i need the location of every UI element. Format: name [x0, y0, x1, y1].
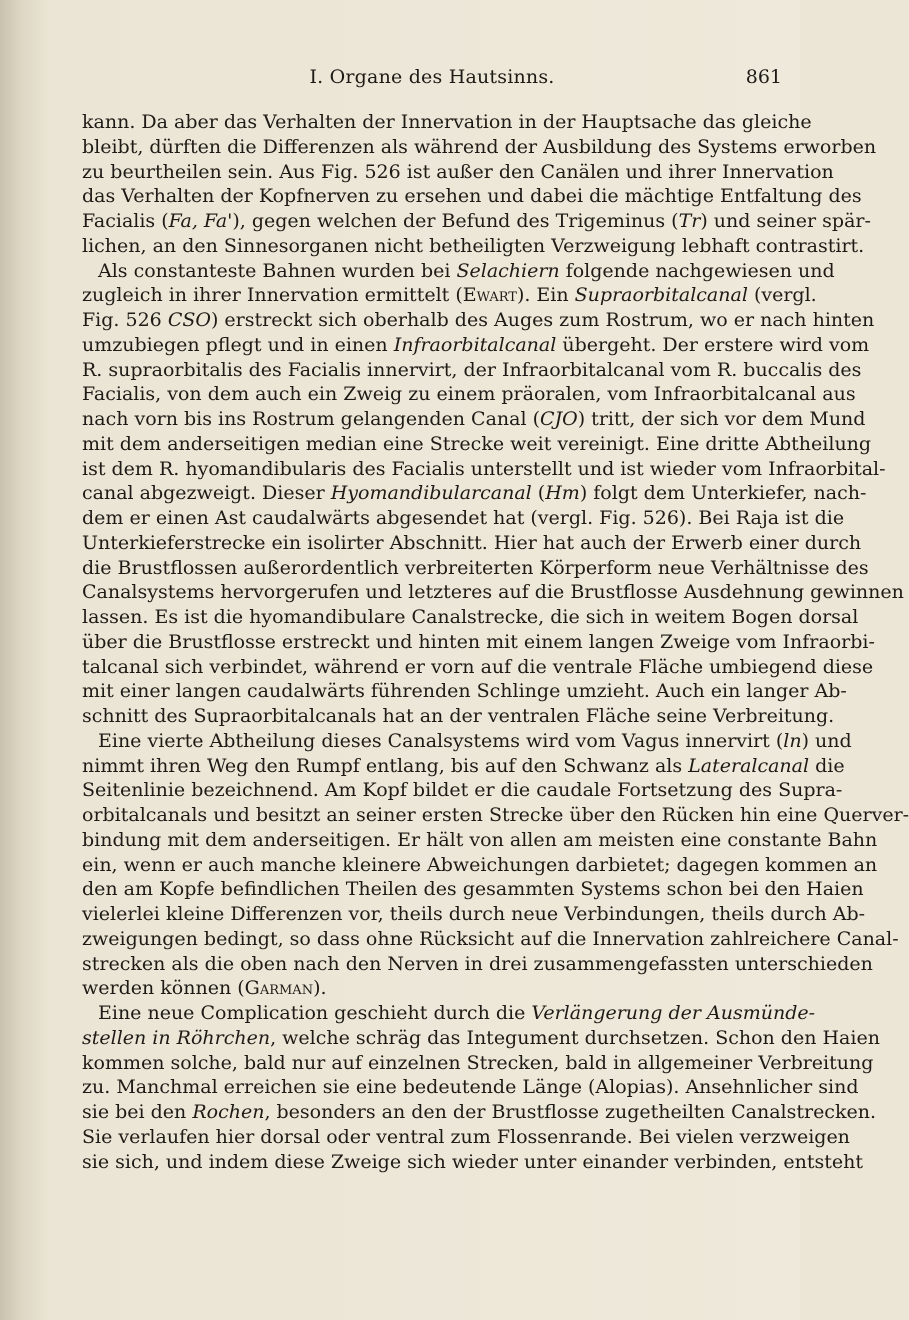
- author-name: Garman: [244, 977, 314, 1000]
- text-line: [82, 556, 869, 581]
- text-segment: bleibt, dürften die Differenzen als während der Ausbildung des Systems erworben: [82, 135, 877, 158]
- text-segment: ein, wenn er auch manche kleinere Abweichungen darbietet; dagegen kommen an: [82, 853, 878, 876]
- text-line: [82, 1100, 876, 1125]
- text-segment: ist dem R. hyomandibularis des Facialis unterstellt und ist wieder vom Infraorbital-: [82, 457, 886, 480]
- text-segment: sie sich, und indem diese Zweige sich wieder unter einander verbinden, entsteht: [82, 1150, 863, 1173]
- text-segment: ), gegen welchen der Befund des Trigeminus (: [232, 210, 679, 232]
- text-line: [82, 259, 835, 284]
- text-segment: Seitenlinie bezeichnend. Am Kopf bildet er die caudale Fortsetzung des Supra-: [82, 779, 843, 802]
- text-segment: ) erstreckt sich oberhalb des Auges zum Rostrum, wo er nach hinten: [210, 309, 875, 331]
- text-line: [82, 333, 870, 358]
- text-segment: , besonders an den der Brustflosse zugetheilten Canalstrecken.: [264, 1101, 876, 1123]
- page-number: 861: [745, 66, 782, 88]
- text-line: [82, 952, 873, 977]
- text-segment: die: [809, 754, 845, 777]
- text-line: [82, 902, 866, 927]
- text-segment: bindung mit dem anderseitigen. Er hält von allen am meisten eine constante Bahn: [82, 828, 878, 851]
- text-line: [82, 308, 875, 333]
- text-segment: die Brustflossen außerordentlich verbreiterten Körperform neue Verhältnisse des: [82, 556, 869, 579]
- running-title: I. Organe des Hautsinns.: [309, 66, 555, 88]
- text-line: [82, 407, 866, 432]
- text-segment: das Verhalten der Kopfnerven zu ersehen und dabei die mächtige Entfaltung des: [82, 185, 862, 208]
- text-segment: Unterkieferstrecke ein isolirter Abschnitt. Hier hat auch der Erwerb einer durch: [82, 531, 862, 554]
- text-segment: zugleich in ihrer Innervation ermittelt (: [82, 284, 463, 307]
- text-segment: Fig. 526: [82, 309, 168, 331]
- text-segment: schnitt des Supraorbitalcanals hat an der ventralen Fläche seine Verbreitung.: [82, 705, 835, 727]
- text-segment: Facialis, von dem auch ein Zweig zu einem präoralen, vom Infraorbitalcanal aus: [82, 383, 856, 406]
- text-segment: ).: [313, 977, 327, 1000]
- text-line: [82, 358, 862, 383]
- italic-text: CJO: [540, 408, 578, 430]
- page-header: [82, 66, 782, 96]
- italic-text: Rochen: [192, 1101, 265, 1123]
- text-line: [82, 160, 834, 185]
- italic-text: Verlängerung der Ausmünde-: [531, 1002, 816, 1024]
- text-segment: sie bei den: [82, 1101, 193, 1123]
- text-line: [82, 382, 856, 407]
- text-segment: talcanal sich verbindet, während er vorn auf die ventrale Fläche umbiegend diese: [82, 655, 874, 678]
- text-line: [82, 481, 867, 506]
- text-line: [82, 853, 878, 878]
- text-segment: (vergl.: [747, 284, 817, 307]
- text-line: [82, 135, 877, 160]
- text-line: [82, 803, 909, 828]
- text-line: [82, 110, 812, 135]
- text-line: [82, 1125, 850, 1150]
- text-line: [82, 754, 845, 779]
- text-line: [82, 1026, 880, 1051]
- text-segment: ) folgt dem Unterkiefer, nach-: [579, 482, 867, 505]
- text-line: [82, 679, 847, 704]
- text-segment: umzubiegen pflegt und in einen: [82, 333, 394, 356]
- italic-text: ln: [783, 729, 802, 752]
- text-segment: Eine vierte Abtheilung dieses Canalsystems wird vom Vagus innervirt (: [98, 729, 784, 752]
- text-line: [82, 580, 904, 605]
- text-line: [82, 630, 875, 655]
- text-segment: orbitalcanals und besitzt an seiner ersten Strecke über den Rücken hin eine Querver-: [82, 804, 909, 826]
- italic-text: Lateralcanal: [688, 754, 810, 777]
- text-segment: nach vorn bis ins Rostrum gelangenden Canal (: [82, 408, 540, 430]
- text-line: [82, 1150, 863, 1175]
- text-segment: canal abgezweigt. Dieser: [82, 482, 331, 505]
- text-line: [82, 927, 899, 952]
- italic-text: Infraorbitalcanal: [393, 333, 557, 356]
- text-segment: mit dem anderseitigen median eine Strecke weit vereinigt. Eine dritte Abtheilung: [82, 432, 872, 455]
- text-segment: vielerlei kleine Differenzen vor, theils durch neue Verbindungen, theils durch Ab-: [82, 903, 866, 925]
- text-segment: , welche schräg das Integument durchsetzen. Schon den Haien: [270, 1026, 880, 1049]
- text-line: [82, 828, 878, 853]
- text-line: [82, 506, 845, 531]
- text-segment: übergeht. Der erstere wird vom: [556, 333, 870, 356]
- text-segment: Eine neue Complication geschieht durch die: [98, 1002, 532, 1024]
- text-segment: lichen, an den Sinnesorganen nicht betheiligten Verzweigung lebhaft contrastirt.: [82, 234, 865, 257]
- text-segment: kommen solche, bald nur auf einzelnen Strecken, bald in allgemeiner Verbreitung: [82, 1051, 874, 1074]
- text-segment: nimmt ihren Weg den Rumpf entlang, bis auf den Schwanz als: [82, 754, 689, 777]
- body-text: [82, 110, 909, 1174]
- italic-text: Tr: [678, 210, 701, 232]
- text-segment: Als constanteste Bahnen wurden bei: [98, 259, 457, 282]
- text-segment: R. supraorbitalis des Facialis innervirt, der Infraorbitalcanal vom R. buccalis des: [82, 358, 862, 381]
- text-segment: lassen. Es ist die hyomandibulare Canalstrecke, die sich in weitem Bogen dorsal: [82, 606, 859, 628]
- text-segment: dem er einen Ast caudalwärts abgesendet hat (vergl. Fig. 526). Bei Raja ist die: [82, 507, 845, 529]
- text-line: [82, 1075, 859, 1100]
- italic-text: Supraorbitalcanal: [574, 284, 748, 307]
- italic-text: CSO: [167, 309, 211, 331]
- text-segment: den am Kopfe befindlichen Theilen des gesammten Systems schon bei den Haien: [82, 878, 864, 901]
- text-segment: ) und seiner spär-: [700, 210, 871, 232]
- text-segment: ). Ein: [516, 284, 575, 307]
- text-line: [82, 877, 864, 902]
- text-line: [82, 605, 859, 630]
- text-segment: über die Brustflosse erstreckt und hinten mit einem langen Zweige vom Infraorbi-: [82, 630, 875, 653]
- text-segment: zu beurtheilen sein. Aus Fig. 526 ist außer den Canälen und ihrer Innervation: [82, 160, 834, 183]
- text-line: [82, 655, 874, 680]
- author-name: Ewart: [462, 284, 517, 307]
- text-segment: ) und: [801, 729, 852, 752]
- text-line: [82, 209, 871, 234]
- text-segment: mit einer langen caudalwärts führenden Schlinge umzieht. Auch ein langer Ab-: [82, 680, 847, 703]
- italic-text: Selachiern: [456, 259, 560, 282]
- text-line: [82, 778, 843, 803]
- text-segment: Canalsystems hervorgerufen und letzteres auf die Brustflosse Ausdehnung gewinnen: [82, 581, 904, 604]
- italic-text: stellen in Röhrchen: [82, 1026, 271, 1049]
- text-line: [82, 976, 782, 1001]
- text-line: [82, 531, 862, 556]
- text-line: [82, 1051, 874, 1076]
- text-line: [82, 184, 862, 209]
- italic-text: Fa, Fa': [168, 210, 233, 232]
- text-segment: zu. Manchmal erreichen sie eine bedeutende Länge (Alopias). Ansehnlicher sind: [82, 1076, 859, 1099]
- text-line: [82, 1001, 816, 1026]
- text-segment: strecken als die oben nach den Nerven in drei zusammengefassten unterschieden: [82, 952, 873, 975]
- text-segment: folgende nachgewiesen und: [559, 259, 835, 282]
- text-segment: Sie verlaufen hier dorsal oder ventral zum Flossenrande. Bei vielen verzweigen: [82, 1125, 850, 1148]
- italic-text: Hyomandibularcanal: [330, 482, 532, 505]
- text-line: [82, 457, 886, 482]
- text-line: [82, 704, 835, 729]
- text-segment: werden können (: [82, 977, 245, 1000]
- text-line: [82, 729, 852, 754]
- text-line: [82, 234, 865, 259]
- text-line: [82, 432, 872, 457]
- text-segment: Facialis (: [82, 210, 169, 232]
- text-segment: zweigungen bedingt, so dass ohne Rücksicht auf die Innervation zahlreichere Canal-: [82, 927, 899, 950]
- italic-text: Hm: [545, 482, 580, 505]
- text-segment: ) tritt, der sich vor dem Mund: [577, 408, 866, 430]
- text-segment: (: [531, 482, 546, 505]
- text-segment: kann. Da aber das Verhalten der Innervation in der Hauptsache das gleiche: [82, 111, 812, 133]
- text-line: [82, 283, 817, 308]
